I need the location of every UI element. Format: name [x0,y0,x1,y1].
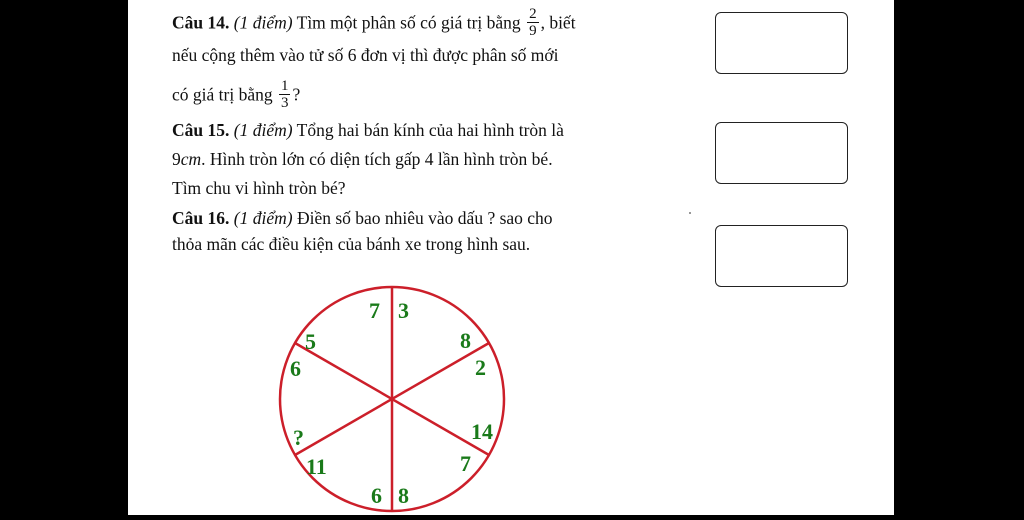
q14-line3-end: ? [292,84,301,105]
wheel-number-upper-left-outer: 5 [305,329,316,354]
stray-dot [689,212,691,214]
q14-points: (1 điểm) [233,12,293,33]
q14-label: Câu 14. [172,12,230,33]
q14-text2: , biết [540,12,576,33]
q15-line3: Tìm chu vi hình tròn bé? [172,178,346,198]
q15-unit: cm [180,149,202,169]
q14-fraction-1-3: $\frac{1}{3}$ [280,78,289,111]
wheel-number-lower-left-outer: 11 [306,454,327,479]
wheel-number-top-left: 7 [369,298,380,323]
q15-value: 9 [172,149,181,169]
q14-fraction-2-9: $\frac{2}{9}$ [529,6,537,39]
q16-line2: thỏa mãn các điều kiện của bánh xe trong hình sau. [172,234,531,254]
wheel-number-upper-right-inner: 2 [475,355,486,380]
q15-line2 [172,148,553,170]
q16-points: (1 điểm) [233,208,293,228]
q14-line2: nếu cộng thêm vào tử số 6 đơn vị thì được phân số mới [172,45,559,65]
wheel-number-bottom-right: 8 [398,483,409,508]
wheel-number-top-right: 3 [398,298,409,323]
answer-box-q14[interactable] [715,12,848,74]
q15-line2-text: . Hình tròn lớn có diện tích gấp 4 lần hình tròn bé. [201,149,553,169]
wheel-number-lower-right-inner: 7 [460,451,471,476]
wheel-question-mark: ? [293,425,304,450]
wheel-diagram [268,280,518,520]
q14-line1 [172,8,576,41]
wheel-number-upper-left-inner: 6 [290,356,301,381]
q16-label: Câu 16. [172,208,230,228]
q16-line1 [172,207,553,229]
wheel-number-upper-right-outer: 8 [460,328,471,353]
q15-line1 [172,119,564,141]
q16-line1-text: Điền số bao nhiêu vào dấu ? sao cho [296,208,553,228]
wheel-number-lower-right-outer: 14 [471,419,493,444]
answer-box-q16[interactable] [715,225,848,287]
answer-box-q15[interactable] [715,122,848,184]
q15-label: Câu 15. [172,120,230,140]
q14-line3 [172,80,300,113]
q14-line3-text: có giá trị bằng [172,84,273,105]
worksheet-page [128,0,894,515]
wheel-number-bottom-left: 6 [371,483,382,508]
q15-points: (1 điểm) [233,120,293,140]
q15-line1-text: Tổng hai bán kính của hai hình tròn là [296,120,564,140]
q14-text1: Tìm một phân số có giá trị bằng [296,12,521,33]
